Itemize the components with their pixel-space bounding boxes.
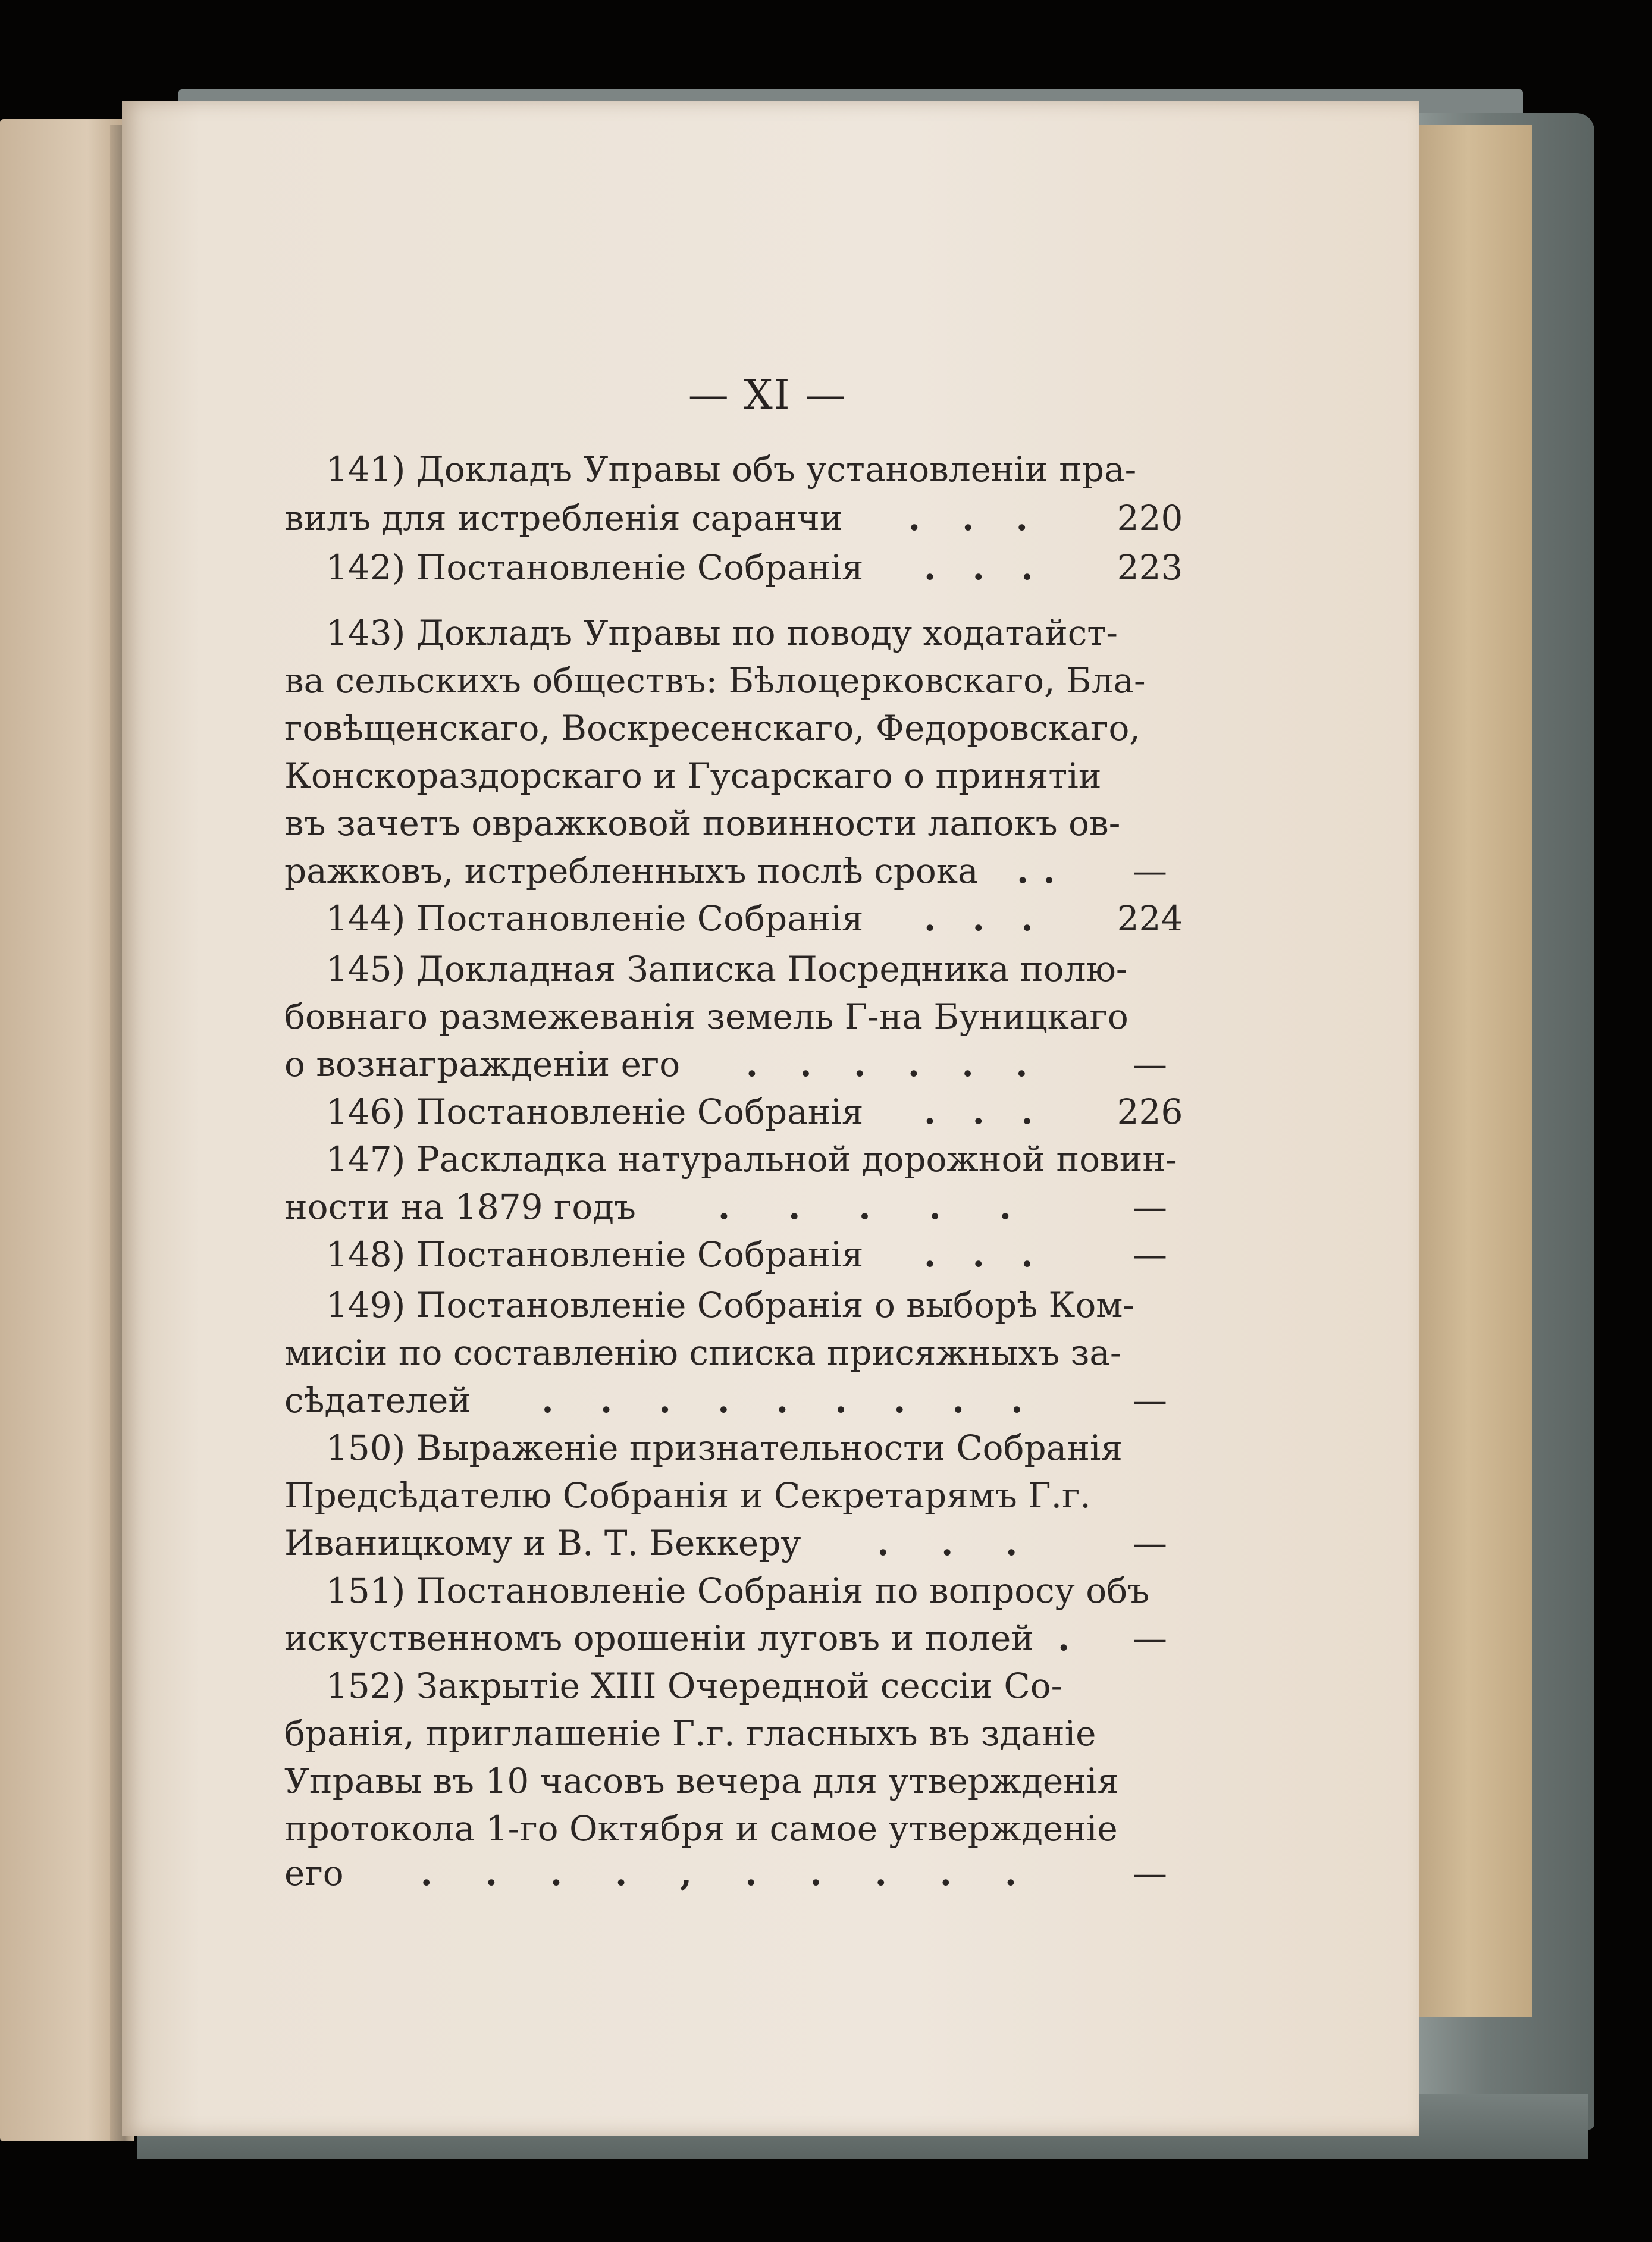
toc-entry-text: въ зачетъ овражковой повинности лапокъ ов- xyxy=(284,803,1121,844)
toc-entry-text: 147) Раскладка натуральной дорожной повин- xyxy=(326,1139,1177,1180)
leader-dot: . xyxy=(908,498,920,538)
leader-dot: . xyxy=(999,1187,1011,1227)
leader-dot: . xyxy=(1004,1853,1017,1893)
leader-dot: . xyxy=(1005,1523,1018,1563)
leader-dot: . xyxy=(854,1044,866,1084)
leader-dot: . xyxy=(939,1853,952,1893)
toc-entry-text: ности на 1879 годъ xyxy=(284,1187,636,1227)
toc-entry-text: Управы въ 10 часовъ вечера для утвержденія xyxy=(284,1761,1119,1801)
leader-dot: . xyxy=(894,1380,906,1421)
toc-entry-text: 148) Постановленіе Собранія xyxy=(326,1234,864,1275)
leader-dot: . xyxy=(717,1380,730,1421)
leader-dot: . xyxy=(961,1044,974,1084)
toc-entry-text: Иваницкому и В. Т. Беккеру xyxy=(284,1523,801,1563)
leader-dot: . xyxy=(1021,898,1033,939)
toc-entry-text: бовнаго размежеванія земель Г-на Буницкаго xyxy=(284,996,1128,1037)
toc-entry-text: ва сельскихъ обществъ: Бѣлоцерковскаго, Бла- xyxy=(284,660,1146,701)
leader-dot: . xyxy=(800,1044,812,1084)
toc-entry-text: его xyxy=(284,1853,344,1893)
leader-dot: . xyxy=(550,1853,563,1893)
toc-entry-text: ражковъ, истребленныхъ послѣ срока xyxy=(284,851,979,891)
page-number: 224 xyxy=(1117,898,1183,939)
toc-entry-text: мисіи по составленію списка присяжныхъ за- xyxy=(284,1332,1122,1373)
page-edges xyxy=(1404,125,1532,2017)
leader-dot: . xyxy=(1015,498,1028,538)
toc-entry-text: 141) Докладъ Управы объ установленіи пра- xyxy=(326,449,1137,490)
toc-entry-text: 150) Выраженіе признательности Собранія xyxy=(326,1428,1123,1468)
page-header: — XI — xyxy=(688,372,847,419)
toc-entry-text: Предсѣдателю Собранія и Секретарямъ Г.г. xyxy=(284,1475,1091,1516)
leader-dot: . xyxy=(929,1187,941,1227)
toc-entry-text: 144) Постановленіе Собранія xyxy=(326,898,864,939)
toc-entry-text: искуственномъ орошеніи луговъ и полей xyxy=(284,1618,1035,1658)
toc-entry-text: 149) Постановленіе Собранія о выборѣ Ком- xyxy=(326,1285,1135,1325)
leader-dot: . xyxy=(541,1380,554,1421)
toc-entry-text: 143) Докладъ Управы по поводу ходатайст- xyxy=(326,613,1118,653)
leader-dot: . xyxy=(1021,547,1033,588)
leader-dot: . xyxy=(1043,851,1055,891)
toc-entry-text: протокола 1-го Октября и самое утвержденіе xyxy=(284,1808,1118,1849)
leader-dot: . xyxy=(972,1092,985,1132)
leader-dot: . xyxy=(923,1092,936,1132)
toc-entry-text: сѣдателей xyxy=(284,1380,471,1421)
leader-dot: . xyxy=(923,898,936,939)
toc-entry-text: 152) Закрытіе XIII Очередной сессіи Со- xyxy=(326,1666,1063,1706)
leader-dot: . xyxy=(615,1853,628,1893)
page-number: — xyxy=(1133,1187,1167,1227)
leader-dot: . xyxy=(810,1853,822,1893)
leader-dot: . xyxy=(877,1523,889,1563)
leader-dot: . xyxy=(972,547,985,588)
page-number: — xyxy=(1133,1523,1167,1563)
leader-dot: . xyxy=(874,1853,887,1893)
leader-dot: . xyxy=(923,1234,936,1275)
leader-dot: . xyxy=(1021,1092,1033,1132)
leader-dot: . xyxy=(776,1380,789,1421)
toc-entry-text: бранія, приглашеніе Г.г. гласныхъ въ зданіе xyxy=(284,1713,1096,1754)
page-number: — xyxy=(1133,1044,1167,1084)
leader-dot: . xyxy=(717,1187,731,1227)
toc-entry-text: 151) Постановленіе Собранія по вопросу объ xyxy=(326,1570,1150,1611)
toc-entry-text: 145) Докладная Записка Посредника полю- xyxy=(326,949,1128,989)
page-number: — xyxy=(1133,1853,1167,1893)
leader-dot: . xyxy=(420,1853,432,1893)
toc-entry-text: 142) Постановленіе Собранія xyxy=(326,547,864,588)
page-number: — xyxy=(1133,851,1167,891)
leader-dot: . xyxy=(941,1523,954,1563)
leader-dot: . xyxy=(745,1853,757,1893)
leader-dot: . xyxy=(1058,1618,1070,1658)
page-number: 223 xyxy=(1117,547,1183,588)
leader-dot: . xyxy=(1016,851,1029,891)
leader-dot: . xyxy=(485,1853,497,1893)
toc-entry-text: вилъ для истребленія саранчи xyxy=(284,498,843,538)
leader-dot: . xyxy=(659,1380,671,1421)
toc-entry-text: говѣщенскаго, Воскресенскаго, Федоровскаго, xyxy=(284,708,1140,748)
leader-dot: . xyxy=(1015,1044,1028,1084)
toc-entry-text: 146) Постановленіе Собранія xyxy=(326,1092,864,1132)
toc-entry-text: о вознагражденіи его xyxy=(284,1044,681,1084)
page-number: 220 xyxy=(1117,498,1183,538)
leader-dot: . xyxy=(972,898,985,939)
leader-dot: . xyxy=(1021,1234,1033,1275)
leader-dot: . xyxy=(858,1187,871,1227)
leader-dot: , xyxy=(680,1853,692,1893)
leader-dot: . xyxy=(1011,1380,1023,1421)
left-page xyxy=(0,119,125,2141)
leader-dot: . xyxy=(972,1234,985,1275)
leader-dot: . xyxy=(788,1187,801,1227)
leader-dot: . xyxy=(835,1380,847,1421)
page-number: — xyxy=(1133,1380,1167,1421)
leader-dot: . xyxy=(907,1044,920,1084)
leader-dot: . xyxy=(745,1044,758,1084)
leader-dot: . xyxy=(952,1380,964,1421)
page-number: 226 xyxy=(1117,1092,1183,1132)
page-number: — xyxy=(1133,1618,1167,1658)
leader-dot: . xyxy=(600,1380,613,1421)
toc-entry-text: Конскораздорскаго и Гусарскаго о принятіи xyxy=(284,755,1102,796)
page-number: — xyxy=(1133,1234,1167,1275)
leader-dot: . xyxy=(962,498,974,538)
leader-dot: . xyxy=(923,547,936,588)
